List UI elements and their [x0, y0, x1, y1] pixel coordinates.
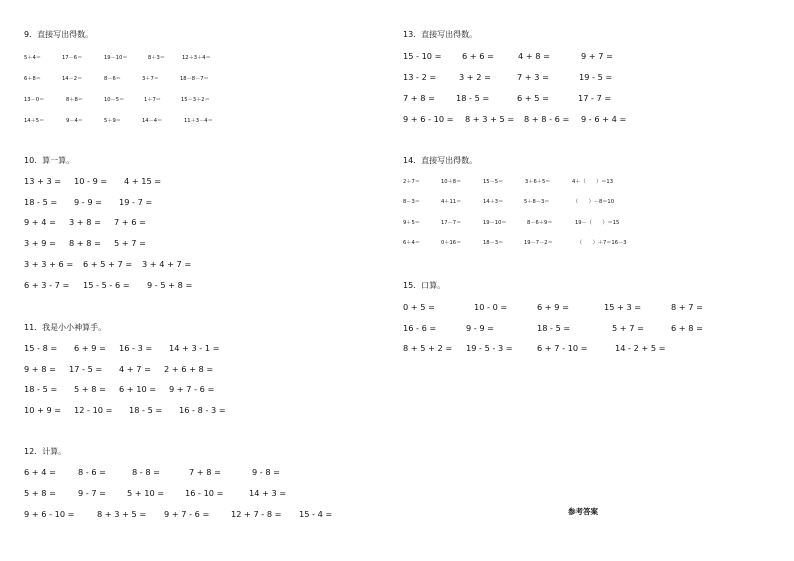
problem: 5＋8－3＝	[524, 199, 550, 205]
problem: 9 - 9 =	[466, 323, 495, 333]
problem: 19 - 5 - 3 =	[466, 343, 513, 353]
section-11	[24, 322, 226, 415]
problem: 14＋5＝	[24, 118, 45, 124]
problem: 13 - 2 =	[403, 72, 437, 82]
problem: 18 - 5 =	[129, 405, 163, 415]
problem: 3 + 4 + 7 =	[142, 259, 192, 269]
problem: 8 + 8 - 6 =	[524, 114, 570, 124]
section-title: 11．我是小小神算手。	[24, 323, 107, 332]
problem: 9 + 6 - 10 =	[403, 114, 454, 124]
problem: 9＋5＝	[403, 220, 420, 226]
problem: 19－10＝	[104, 55, 128, 61]
problem: 8 + 8 =	[69, 238, 101, 248]
problem: 10 - 0 =	[474, 302, 508, 312]
problem: 5 + 8 =	[74, 384, 106, 394]
problem: 4 + 7 =	[119, 364, 151, 374]
problem: 4＋11＝	[441, 199, 462, 205]
problem: 9－4＝	[66, 118, 83, 124]
problem: 14 - 2 + 5 =	[615, 343, 666, 353]
section-title: 13．直接写出得数。	[403, 30, 478, 39]
problem: 6 + 9 =	[74, 343, 106, 353]
problem: 14－2＝	[62, 76, 83, 82]
problem: 8 + 3 + 5 =	[97, 509, 147, 519]
problem: 14 + 3 =	[249, 488, 287, 498]
problem: 15 - 4 =	[299, 509, 333, 519]
problem: 8－6＋9＝	[527, 220, 553, 226]
problem: 9 - 5 + 8 =	[147, 280, 193, 290]
problem: 8＋8＝	[66, 97, 83, 103]
problem: 4＋（ ）＝13	[572, 179, 614, 185]
answer-key-heading: 参考答案	[568, 507, 598, 516]
problem: 17－6＝	[62, 55, 83, 61]
problem: 7 + 3 =	[517, 72, 549, 82]
problem: 5＋4＝	[24, 55, 41, 61]
problem: 6 + 9 =	[537, 302, 569, 312]
section-title: 15．口算。	[403, 281, 446, 290]
problem: 9 + 4 =	[24, 217, 56, 227]
problem: 16 - 10 =	[185, 488, 224, 498]
problem: 3 + 9 =	[24, 238, 56, 248]
problem: 14－4＝	[142, 118, 163, 124]
problem: 7 + 8 =	[189, 467, 221, 477]
problem: 9 + 7 - 6 =	[169, 384, 215, 394]
problem: 18 - 5 =	[537, 323, 571, 333]
problem: 8 - 8 =	[132, 467, 161, 477]
problem: 15 - 10 =	[403, 51, 442, 61]
problem: 12 + 7 - 8 =	[231, 509, 282, 519]
problem: 18 - 5 =	[24, 384, 58, 394]
problem: 6 + 6 =	[462, 51, 494, 61]
problem: 3＋7＝	[142, 76, 159, 82]
problem: 13 + 3 =	[24, 176, 62, 186]
problem: 7 + 6 =	[114, 217, 146, 227]
problem: 0 + 5 =	[403, 302, 435, 312]
section-13	[403, 29, 627, 124]
problem: 7 + 8 =	[403, 93, 435, 103]
problem: 18 - 5 =	[24, 197, 58, 207]
problem: 4 + 15 =	[124, 176, 162, 186]
problem: 6 + 5 =	[517, 93, 549, 103]
problem: 18－8－7＝	[180, 76, 209, 82]
problem: 8 + 5 + 2 =	[403, 343, 453, 353]
problem: 6 + 8 =	[671, 323, 703, 333]
problem: 9 - 9 =	[74, 197, 103, 207]
problem: 9 - 8 =	[252, 467, 281, 477]
problem: 6 + 10 =	[119, 384, 157, 394]
problem: 15 + 3 =	[604, 302, 642, 312]
problem: 16 - 6 =	[403, 323, 437, 333]
problem: 6 + 4 =	[24, 467, 56, 477]
problem: 8－6＝	[104, 76, 121, 82]
problem: 15 - 8 =	[24, 343, 58, 353]
problem: （ ）－8＝10	[573, 199, 615, 205]
problem: 8 + 7 =	[671, 302, 703, 312]
section-14	[403, 155, 627, 246]
problem: 16 - 8 - 3 =	[179, 405, 226, 415]
problem: 19－（ ）＝15	[575, 220, 620, 226]
problem: 19 - 5 =	[579, 72, 613, 82]
section-12	[24, 446, 333, 519]
section-10	[24, 155, 193, 290]
problem: 19－7－2＝	[524, 240, 553, 246]
problem: 9 - 7 =	[78, 488, 107, 498]
problem: 9 + 7 - 6 =	[164, 509, 210, 519]
problem: 9 + 6 - 10 =	[24, 509, 75, 519]
problem: 10＋8＝	[441, 179, 462, 185]
problem: 16 - 3 =	[119, 343, 153, 353]
problem: 8 - 6 =	[78, 467, 107, 477]
problem: 8＋3＝	[148, 55, 165, 61]
problem: 12＋3＋4＝	[182, 55, 211, 61]
section-title: 14．直接写出得数。	[403, 156, 478, 165]
problem: 2 + 6 + 8 =	[164, 364, 214, 374]
problem: 17 - 7 =	[578, 93, 612, 103]
problem: 3＋6＋5＝	[525, 179, 551, 185]
problem: 5 + 8 =	[24, 488, 56, 498]
problem: 19－10＝	[483, 220, 507, 226]
problem: 18 - 5 =	[456, 93, 490, 103]
problem: 12 - 10 =	[74, 405, 113, 415]
problem: 15－5＝	[483, 179, 504, 185]
problem: 14＋3＝	[483, 199, 504, 205]
problem: 13－0＝	[24, 97, 45, 103]
problem: 6 + 7 - 10 =	[537, 343, 588, 353]
problem: 14 + 3 - 1 =	[169, 343, 220, 353]
section-title: 9．直接写出得数。	[24, 30, 94, 39]
problem: 6＋4＝	[403, 240, 420, 246]
problem: 8 + 3 + 5 =	[465, 114, 515, 124]
section-title: 10．算一算。	[24, 156, 75, 165]
problem: 5 + 10 =	[127, 488, 165, 498]
problem: 2＋7＝	[403, 179, 420, 185]
problem: 6 + 3 - 7 =	[24, 280, 70, 290]
problem: （ ）＋7＝16－3	[577, 240, 627, 246]
problem: 17－7＝	[441, 220, 462, 226]
problem: 0＋16＝	[441, 240, 462, 246]
problem: 9 + 7 =	[581, 51, 613, 61]
problem: 15 - 5 - 6 =	[83, 280, 130, 290]
section-15	[403, 280, 703, 353]
problem: 6＋8＝	[24, 76, 41, 82]
problem: 11＋3－4＝	[184, 118, 213, 124]
problem: 9 + 8 =	[24, 364, 56, 374]
problem: 6 + 5 + 7 =	[83, 259, 133, 269]
problem: 10－5＝	[104, 97, 125, 103]
problem: 5 + 7 =	[114, 238, 146, 248]
problem: 1＋7＝	[144, 97, 161, 103]
problem: 8－3＝	[403, 199, 420, 205]
section-9	[24, 29, 213, 124]
problem: 15－3＋2＝	[181, 97, 210, 103]
problem: 3 + 2 =	[459, 72, 491, 82]
problem: 3 + 3 + 6 =	[24, 259, 74, 269]
section-title: 12．计算。	[24, 447, 67, 456]
problem: 18－3＝	[483, 240, 504, 246]
problem: 3 + 8 =	[69, 217, 101, 227]
problem: 19 - 7 =	[119, 197, 153, 207]
problem: 5 + 7 =	[612, 323, 644, 333]
problem: 17 - 5 =	[69, 364, 103, 374]
problem: 10 + 9 =	[24, 405, 62, 415]
problem: 4 + 8 =	[518, 51, 550, 61]
problem: 5＋9＝	[104, 118, 121, 124]
problem: 10 - 9 =	[74, 176, 108, 186]
problem: 9 - 6 + 4 =	[581, 114, 627, 124]
